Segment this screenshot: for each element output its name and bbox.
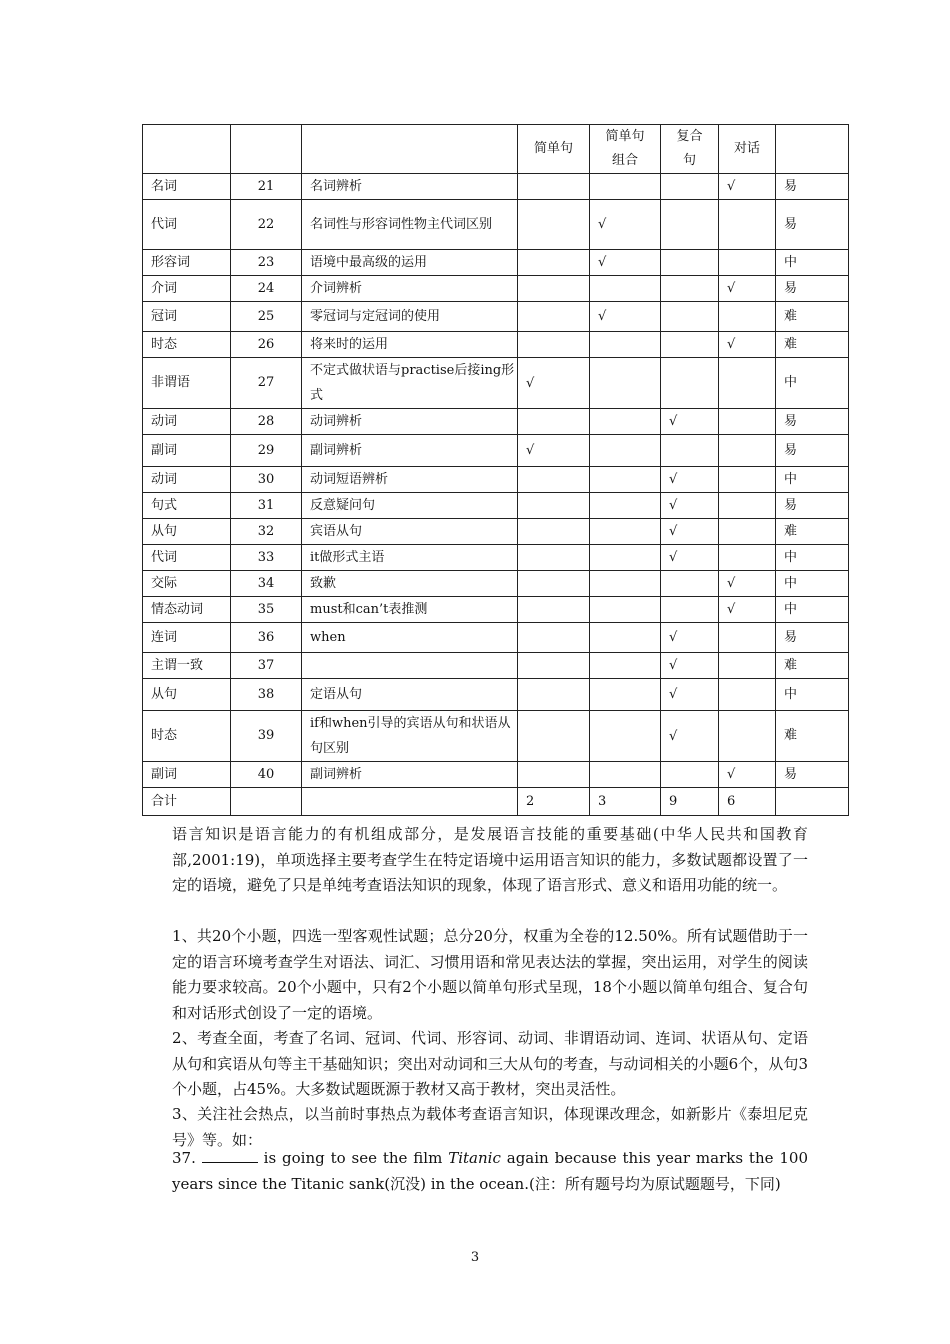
simple-mark-cell bbox=[518, 332, 590, 358]
simple-combo-mark-cell bbox=[590, 493, 661, 519]
category-cell: 句式 bbox=[143, 493, 231, 519]
number-cell: 35 bbox=[231, 597, 302, 623]
total-row bbox=[143, 788, 849, 816]
number-cell: 36 bbox=[231, 623, 302, 653]
table-row bbox=[143, 358, 849, 409]
description-cell: 定语从句 bbox=[302, 679, 518, 711]
description-cell: 介词辨析 bbox=[302, 276, 518, 302]
simple-combo-mark-cell bbox=[590, 276, 661, 302]
simple-mark-cell bbox=[518, 597, 590, 623]
number-cell: 38 bbox=[231, 679, 302, 711]
table-row bbox=[143, 435, 849, 467]
category-cell: 代词 bbox=[143, 200, 231, 250]
film-title: Titanic bbox=[448, 1149, 501, 1167]
difficulty-cell: 难 bbox=[776, 302, 849, 332]
category-cell: 情态动词 bbox=[143, 597, 231, 623]
simple-combo-mark-cell bbox=[590, 519, 661, 545]
simple-mark-cell bbox=[518, 493, 590, 519]
number-cell: 37 bbox=[231, 653, 302, 679]
description-cell: 宾语从句 bbox=[302, 519, 518, 545]
compound-mark-cell: √ bbox=[661, 493, 719, 519]
dialogue-mark-cell bbox=[719, 302, 776, 332]
simple-combo-mark-cell bbox=[590, 467, 661, 493]
dialogue-mark-cell bbox=[719, 409, 776, 435]
question-text-b: again because this year marks the 100 years since the Titanic sank(沉没) in the ocean.(注：所有题号均为原试题题号，下同) bbox=[172, 1149, 808, 1193]
paragraph-4: 3、关注社会热点，以当前时事热点为载体考查语言知识，体现课改理念，如新影片《泰坦尼克号》等。如： bbox=[172, 1105, 808, 1149]
dialogue-mark-cell bbox=[719, 679, 776, 711]
simple-combo-mark-cell bbox=[590, 597, 661, 623]
difficulty-cell: 难 bbox=[776, 711, 849, 762]
description-cell: if和when引导的宾语从句和状语从句区别 bbox=[302, 711, 518, 762]
simple-combo-mark-cell bbox=[590, 545, 661, 571]
dialogue-mark-cell: √ bbox=[719, 276, 776, 302]
simple-mark-cell: √ bbox=[518, 435, 590, 467]
difficulty-cell: 易 bbox=[776, 200, 849, 250]
dialogue-mark-cell bbox=[719, 467, 776, 493]
dialogue-mark-cell: √ bbox=[719, 571, 776, 597]
simple-mark-cell bbox=[518, 711, 590, 762]
simple-combo-mark-cell bbox=[590, 711, 661, 762]
description-cell: it做形式主语 bbox=[302, 545, 518, 571]
table-row bbox=[143, 332, 849, 358]
description-cell: must和can’t表推测 bbox=[302, 597, 518, 623]
paragraph-3: 2、考查全面，考查了名词、冠词、代词、形容词、动词、非谓语动词、连词、状语从句、定语从句和宾语从句等主干基础知识；突出对动词和三大从句的考查，与动词相关的小题6个，从句3个小题，占45%。大多数试题既源于教材又高于教材，突出灵活性。 bbox=[172, 1029, 808, 1098]
compound-mark-cell: √ bbox=[661, 623, 719, 653]
compound-mark-cell: √ bbox=[661, 467, 719, 493]
difficulty-cell: 中 bbox=[776, 571, 849, 597]
number-cell: 32 bbox=[231, 519, 302, 545]
simple-mark-cell bbox=[518, 545, 590, 571]
description-cell: 致歉 bbox=[302, 571, 518, 597]
dialogue-mark-cell: √ bbox=[719, 762, 776, 788]
difficulty-cell: 易 bbox=[776, 762, 849, 788]
category-cell: 冠词 bbox=[143, 302, 231, 332]
simple-mark-cell bbox=[518, 276, 590, 302]
number-cell: 21 bbox=[231, 174, 302, 200]
number-cell: 27 bbox=[231, 358, 302, 409]
difficulty-cell: 中 bbox=[776, 250, 849, 276]
number-cell: 22 bbox=[231, 200, 302, 250]
simple-combo-mark-cell: √ bbox=[590, 200, 661, 250]
description-cell: 零冠词与定冠词的使用 bbox=[302, 302, 518, 332]
category-cell: 从句 bbox=[143, 679, 231, 711]
category-cell: 连词 bbox=[143, 623, 231, 653]
dialogue-mark-cell bbox=[719, 358, 776, 409]
description-cell: 将来时的运用 bbox=[302, 332, 518, 358]
category-cell: 动词 bbox=[143, 467, 231, 493]
table-row bbox=[143, 711, 849, 762]
question-text-a: is going to see the film bbox=[263, 1149, 443, 1167]
simple-mark-cell bbox=[518, 302, 590, 332]
table-row bbox=[143, 653, 849, 679]
number-cell: 24 bbox=[231, 276, 302, 302]
simple-combo-mark-cell bbox=[590, 571, 661, 597]
question-analysis-table bbox=[142, 124, 849, 816]
simple-combo-mark-cell bbox=[590, 358, 661, 409]
difficulty-cell: 中 bbox=[776, 358, 849, 409]
simple-mark-cell bbox=[518, 409, 590, 435]
description-cell: 不定式做状语与practise后接ing形式 bbox=[302, 358, 518, 409]
table-row bbox=[143, 174, 849, 200]
difficulty-cell: 易 bbox=[776, 174, 849, 200]
header-simple: 简单句 bbox=[518, 125, 590, 174]
total-simple: 2 bbox=[518, 788, 590, 816]
dialogue-mark-cell bbox=[719, 545, 776, 571]
dialogue-mark-cell: √ bbox=[719, 174, 776, 200]
category-cell: 时态 bbox=[143, 332, 231, 358]
difficulty-cell: 难 bbox=[776, 519, 849, 545]
simple-mark-cell bbox=[518, 250, 590, 276]
table-header-row bbox=[143, 125, 849, 174]
description-cell: 反意疑问句 bbox=[302, 493, 518, 519]
compound-mark-cell: √ bbox=[661, 653, 719, 679]
compound-mark-cell bbox=[661, 250, 719, 276]
simple-combo-mark-cell bbox=[590, 332, 661, 358]
table-row bbox=[143, 762, 849, 788]
table-row bbox=[143, 276, 849, 302]
simple-mark-cell bbox=[518, 571, 590, 597]
number-cell: 40 bbox=[231, 762, 302, 788]
simple-mark-cell bbox=[518, 174, 590, 200]
description-cell: 名词性与形容词性物主代词区别 bbox=[302, 200, 518, 250]
category-cell: 时态 bbox=[143, 711, 231, 762]
table-row bbox=[143, 467, 849, 493]
compound-mark-cell: √ bbox=[661, 545, 719, 571]
difficulty-cell: 易 bbox=[776, 493, 849, 519]
simple-combo-mark-cell bbox=[590, 435, 661, 467]
category-cell: 副词 bbox=[143, 762, 231, 788]
number-cell: 26 bbox=[231, 332, 302, 358]
simple-mark-cell bbox=[518, 679, 590, 711]
dialogue-mark-cell: √ bbox=[719, 597, 776, 623]
number-cell: 28 bbox=[231, 409, 302, 435]
dialogue-mark-cell bbox=[719, 493, 776, 519]
number-cell: 39 bbox=[231, 711, 302, 762]
dialogue-mark-cell bbox=[719, 653, 776, 679]
table-row bbox=[143, 250, 849, 276]
number-cell: 30 bbox=[231, 467, 302, 493]
dialogue-mark-cell bbox=[719, 435, 776, 467]
total-compound: 9 bbox=[661, 788, 719, 816]
compound-mark-cell: √ bbox=[661, 409, 719, 435]
simple-mark-cell bbox=[518, 653, 590, 679]
page-number: 3 bbox=[470, 1250, 480, 1265]
number-cell: 25 bbox=[231, 302, 302, 332]
question-number: 37. bbox=[172, 1149, 196, 1167]
difficulty-cell: 易 bbox=[776, 276, 849, 302]
header-dialogue: 对话 bbox=[719, 125, 776, 174]
table-row bbox=[143, 597, 849, 623]
description-cell: 动词辨析 bbox=[302, 409, 518, 435]
compound-mark-cell bbox=[661, 174, 719, 200]
number-cell: 29 bbox=[231, 435, 302, 467]
difficulty-cell: 中 bbox=[776, 679, 849, 711]
compound-mark-cell: √ bbox=[661, 711, 719, 762]
category-cell: 动词 bbox=[143, 409, 231, 435]
total-simple-combo: 3 bbox=[590, 788, 661, 816]
simple-combo-mark-cell bbox=[590, 653, 661, 679]
description-cell bbox=[302, 653, 518, 679]
dialogue-mark-cell bbox=[719, 711, 776, 762]
simple-mark-cell: √ bbox=[518, 358, 590, 409]
compound-mark-cell: √ bbox=[661, 679, 719, 711]
simple-combo-mark-cell bbox=[590, 409, 661, 435]
table-row bbox=[143, 493, 849, 519]
difficulty-cell: 中 bbox=[776, 467, 849, 493]
simple-combo-mark-cell bbox=[590, 762, 661, 788]
difficulty-cell: 中 bbox=[776, 545, 849, 571]
category-cell: 形容词 bbox=[143, 250, 231, 276]
compound-mark-cell bbox=[661, 597, 719, 623]
compound-mark-cell bbox=[661, 332, 719, 358]
header-compound: 复合句 bbox=[661, 125, 719, 174]
simple-combo-mark-cell: √ bbox=[590, 302, 661, 332]
difficulty-cell: 易 bbox=[776, 409, 849, 435]
dialogue-mark-cell bbox=[719, 519, 776, 545]
table-row bbox=[143, 302, 849, 332]
simple-mark-cell bbox=[518, 200, 590, 250]
description-cell: 副词辨析 bbox=[302, 435, 518, 467]
compound-mark-cell bbox=[661, 302, 719, 332]
number-cell: 34 bbox=[231, 571, 302, 597]
compound-mark-cell bbox=[661, 571, 719, 597]
simple-combo-mark-cell bbox=[590, 623, 661, 653]
table-row bbox=[143, 545, 849, 571]
simple-mark-cell bbox=[518, 519, 590, 545]
table-row bbox=[143, 623, 849, 653]
difficulty-cell: 易 bbox=[776, 435, 849, 467]
paragraph-1: 语言知识是语言能力的有机组成部分，是发展语言技能的重要基础(中华人民共和国教育部,2001:19)，单项选择主要考查学生在特定语境中运用语言知识的能力，多数试题都设置了一定的语境，避免了只是单纯考查语法知识的现象，体现了语言形式、意义和语用功能的统一。 bbox=[172, 825, 808, 894]
table-row bbox=[143, 409, 849, 435]
question-37 bbox=[142, 1146, 808, 1197]
dialogue-mark-cell bbox=[719, 623, 776, 653]
category-cell: 名词 bbox=[143, 174, 231, 200]
description-cell: 名词辨析 bbox=[302, 174, 518, 200]
description-cell: 动词短语辨析 bbox=[302, 467, 518, 493]
difficulty-cell: 难 bbox=[776, 653, 849, 679]
description-cell: 语境中最高级的运用 bbox=[302, 250, 518, 276]
difficulty-cell: 易 bbox=[776, 623, 849, 653]
category-cell: 介词 bbox=[143, 276, 231, 302]
difficulty-cell: 难 bbox=[776, 332, 849, 358]
dialogue-mark-cell bbox=[719, 200, 776, 250]
compound-mark-cell bbox=[661, 276, 719, 302]
simple-combo-mark-cell: √ bbox=[590, 250, 661, 276]
dialogue-mark-cell bbox=[719, 250, 776, 276]
table-row bbox=[143, 679, 849, 711]
paragraph-2: 1、共20个小题，四选一型客观性试题；总分20分，权重为全卷的12.50%。所有试题借助于一定的语言环境考查学生对语法、词汇、习惯用语和常见表达法的掌握，突出运用，对学生的阅读能力要求较高。20个小题中，只有2个小题以简单句形式呈现，18个小题以简单句组合、复合句和对话形式创设了一定的语境。 bbox=[172, 927, 808, 1022]
compound-mark-cell bbox=[661, 435, 719, 467]
table-row bbox=[143, 571, 849, 597]
answer-blank bbox=[202, 1147, 258, 1163]
category-cell: 主谓一致 bbox=[143, 653, 231, 679]
difficulty-cell: 中 bbox=[776, 597, 849, 623]
number-cell: 23 bbox=[231, 250, 302, 276]
compound-mark-cell bbox=[661, 358, 719, 409]
simple-mark-cell bbox=[518, 762, 590, 788]
compound-mark-cell bbox=[661, 762, 719, 788]
description-cell: 副词辨析 bbox=[302, 762, 518, 788]
simple-combo-mark-cell bbox=[590, 174, 661, 200]
category-cell: 从句 bbox=[143, 519, 231, 545]
table-body bbox=[143, 125, 849, 816]
category-cell: 交际 bbox=[143, 571, 231, 597]
number-cell: 33 bbox=[231, 545, 302, 571]
compound-mark-cell bbox=[661, 200, 719, 250]
total-dialogue: 6 bbox=[719, 788, 776, 816]
simple-mark-cell bbox=[518, 467, 590, 493]
compound-mark-cell: √ bbox=[661, 519, 719, 545]
category-cell: 副词 bbox=[143, 435, 231, 467]
category-cell: 非谓语 bbox=[143, 358, 231, 409]
dialogue-mark-cell: √ bbox=[719, 332, 776, 358]
table-row bbox=[143, 519, 849, 545]
number-cell: 31 bbox=[231, 493, 302, 519]
table-row bbox=[143, 200, 849, 250]
header-simple-combo: 简单句组合 bbox=[590, 125, 661, 174]
description-cell: when bbox=[302, 623, 518, 653]
simple-mark-cell bbox=[518, 623, 590, 653]
category-cell: 代词 bbox=[143, 545, 231, 571]
simple-combo-mark-cell bbox=[590, 679, 661, 711]
total-label: 合计 bbox=[143, 788, 231, 816]
